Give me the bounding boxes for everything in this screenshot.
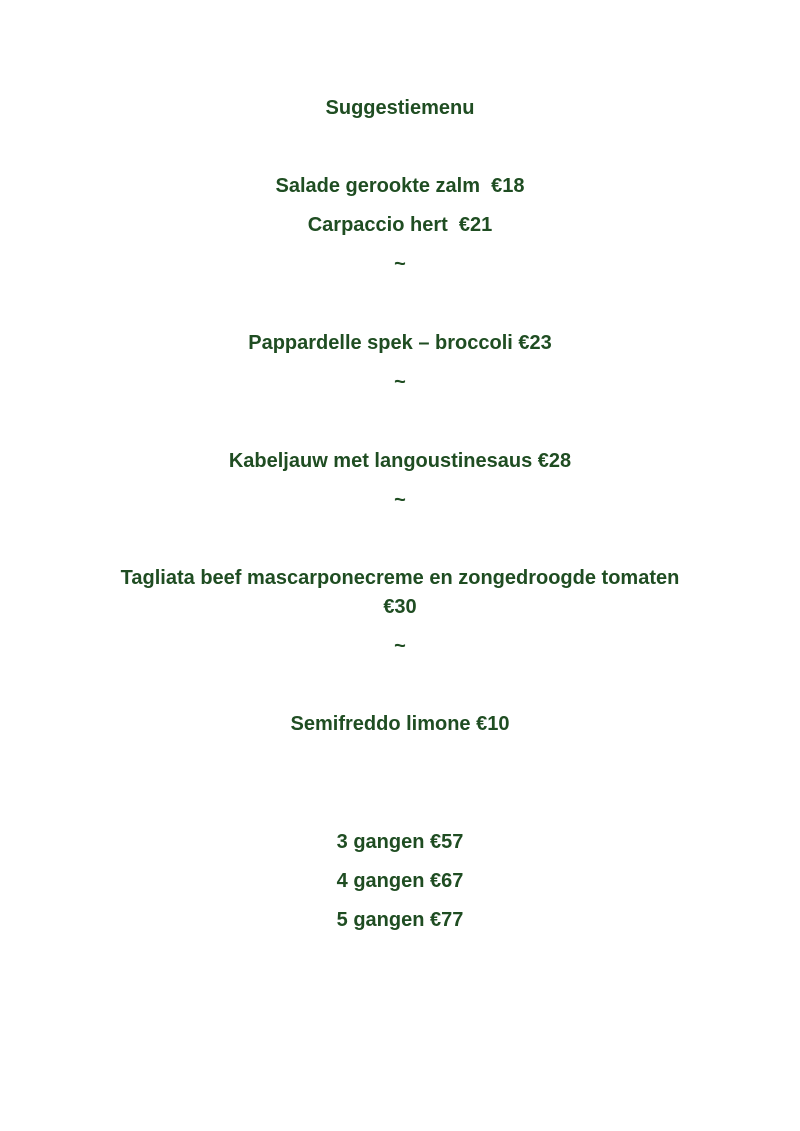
starter-item-carpaccio: Carpaccio hert €21 [307,214,493,236]
package-3-courses: 3 gangen €57 [336,831,464,853]
package-4-courses: 4 gangen €67 [336,870,464,892]
starter-item-salmon: Salade gerookte zalm €18 [275,175,525,197]
course-separator: ~ [394,489,406,511]
menu-title: Suggestiemenu [325,97,475,119]
dessert-item: Semifreddo limone €10 [290,713,510,735]
fish-item: Kabeljauw met langoustinesaus €28 [228,450,572,472]
course-separator: ~ [394,635,406,657]
package-5-courses: 5 gangen €77 [336,909,464,931]
pasta-item: Pappardelle spek – broccoli €23 [248,332,552,354]
course-separator: ~ [394,371,406,393]
meat-item-price: €30 [383,596,417,618]
meat-item-name: Tagliata beef mascarponecreme en zongedroogde tomaten [120,567,680,589]
course-separator: ~ [394,253,406,275]
